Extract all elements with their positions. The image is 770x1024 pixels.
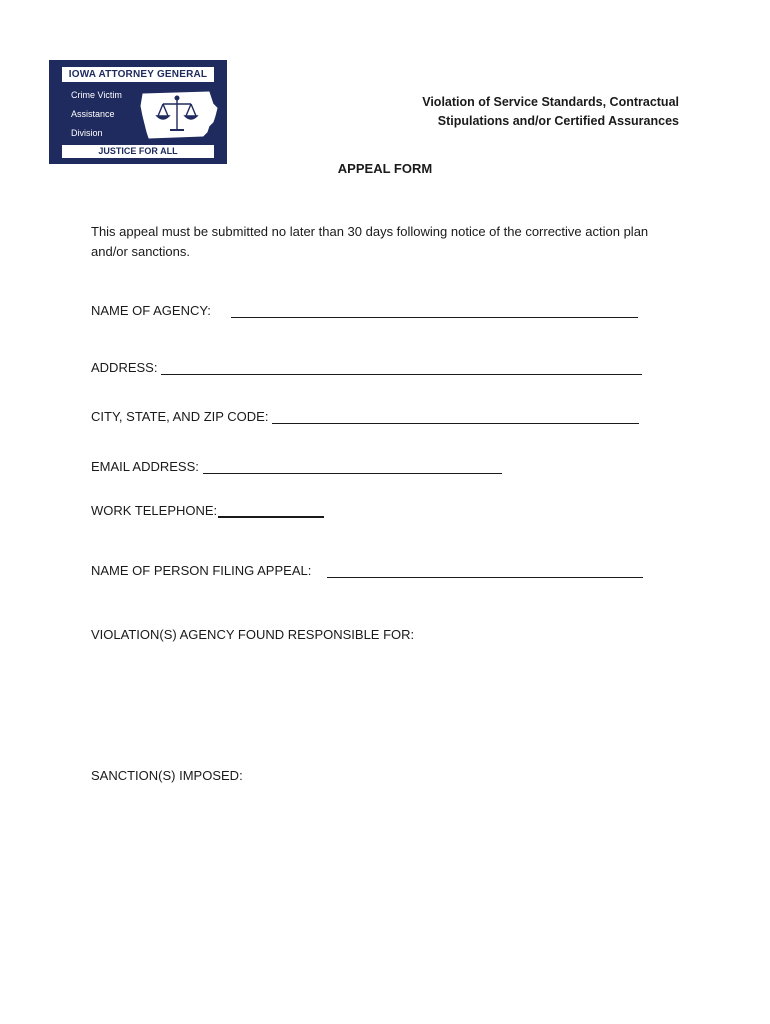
person-filing-label: NAME OF PERSON FILING APPEAL: <box>91 563 312 578</box>
person-filing-field <box>91 562 643 580</box>
logo-panel <box>53 64 223 160</box>
agency-name-label: NAME OF AGENCY: <box>91 303 211 318</box>
document-header-title <box>422 93 679 131</box>
logo-top-banner: IOWA ATTORNEY GENERAL <box>62 67 214 82</box>
address-label: ADDRESS: <box>91 360 158 375</box>
agency-logo <box>49 60 227 164</box>
form-title: APPEAL FORM <box>337 161 433 176</box>
agency-name-field <box>91 302 638 320</box>
work-telephone-input[interactable] <box>218 502 324 518</box>
intro-paragraph: This appeal must be submitted no later than 30 days following notice of the corrective action plan and/or sanctions. <box>91 224 649 259</box>
agency-name-input[interactable] <box>231 303 638 318</box>
work-telephone-field <box>91 502 324 520</box>
violations-section-label: VIOLATION(S) AGENCY FOUND RESPONSIBLE FOR: <box>91 627 415 642</box>
logo-bottom-banner: JUSTICE FOR ALL <box>62 145 214 158</box>
work-telephone-label: WORK TELEPHONE: <box>91 503 218 518</box>
city-state-zip-input[interactable] <box>272 409 639 424</box>
address-field <box>91 359 642 377</box>
header-title-line-2: Stipulations and/or Certified Assurances <box>437 114 679 128</box>
header-title-line-1: Violation of Service Standards, Contractual <box>422 95 679 109</box>
person-filing-input[interactable] <box>327 563 643 578</box>
sanctions-section-label: SANCTION(S) IMPOSED: <box>91 768 243 783</box>
logo-line-1: Crime Victim <box>71 90 122 100</box>
email-label: EMAIL ADDRESS: <box>91 459 199 474</box>
address-input[interactable] <box>161 360 642 375</box>
iowa-map-scales-icon <box>139 88 221 144</box>
city-state-zip-field <box>91 408 639 426</box>
email-field <box>91 458 502 476</box>
logo-line-3: Division <box>71 128 103 138</box>
logo-line-2: Assistance <box>71 109 115 119</box>
city-state-zip-label: CITY, STATE, AND ZIP CODE: <box>91 409 269 424</box>
email-input[interactable] <box>203 459 502 474</box>
